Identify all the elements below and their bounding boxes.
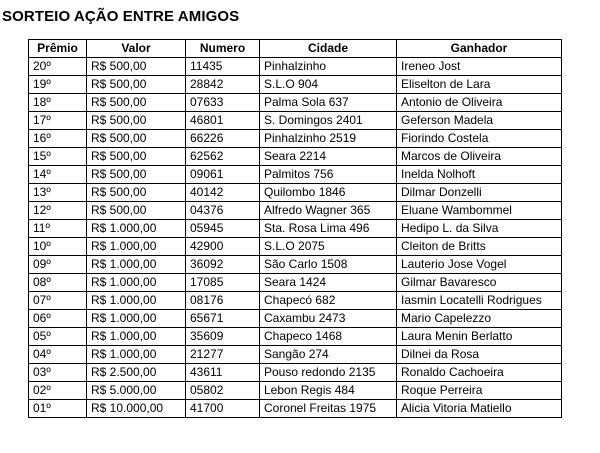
cell-numero: 41700	[186, 400, 260, 418]
cell-premio: 12º	[29, 202, 87, 220]
cell-premio: 20º	[29, 58, 87, 76]
cell-premio: 18º	[29, 94, 87, 112]
cell-premio: 10º	[29, 238, 87, 256]
cell-premio: 17º	[29, 112, 87, 130]
table-row	[29, 148, 562, 166]
cell-ganhador: Lauterio Jose Vogel	[397, 256, 562, 274]
table-row	[29, 310, 562, 328]
cell-ganhador: Geferson Madela	[397, 112, 562, 130]
cell-cidade: São Carlo 1508	[260, 256, 397, 274]
cell-valor: R$ 500,00	[87, 58, 186, 76]
cell-numero: 07633	[186, 94, 260, 112]
cell-numero: 40142	[186, 184, 260, 202]
cell-premio: 01º	[29, 400, 87, 418]
cell-ganhador: Dilnei da Rosa	[397, 346, 562, 364]
cell-cidade: Pinhalzinho 2519	[260, 130, 397, 148]
cell-premio: 02º	[29, 382, 87, 400]
table-row	[29, 94, 562, 112]
cell-numero: 28842	[186, 76, 260, 94]
cell-valor: R$ 1.000,00	[87, 310, 186, 328]
cell-numero: 21277	[186, 346, 260, 364]
cell-ganhador: Hedipo L. da Silva	[397, 220, 562, 238]
cell-ganhador: Eluane Wambommel	[397, 202, 562, 220]
table-body	[29, 58, 562, 418]
cell-numero: 09061	[186, 166, 260, 184]
header-premio: Prêmio	[29, 40, 87, 58]
cell-premio: 09º	[29, 256, 87, 274]
cell-ganhador: Ireneo Jost	[397, 58, 562, 76]
cell-valor: R$ 500,00	[87, 148, 186, 166]
cell-premio: 08º	[29, 274, 87, 292]
cell-cidade: Chapecó 682	[260, 292, 397, 310]
cell-cidade: Pouso redondo 2135	[260, 364, 397, 382]
cell-premio: 13º	[29, 184, 87, 202]
cell-cidade: Sta. Rosa Lima 496	[260, 220, 397, 238]
cell-premio: 05º	[29, 328, 87, 346]
cell-valor: R$ 1.000,00	[87, 292, 186, 310]
cell-ganhador: Roque Perreira	[397, 382, 562, 400]
table-row	[29, 202, 562, 220]
cell-numero: 43611	[186, 364, 260, 382]
cell-premio: 15º	[29, 148, 87, 166]
cell-ganhador: Cleiton de Britts	[397, 238, 562, 256]
cell-valor: R$ 500,00	[87, 202, 186, 220]
cell-cidade: Sangão 274	[260, 346, 397, 364]
cell-numero: 05802	[186, 382, 260, 400]
cell-ganhador: Antonio de Oliveira	[397, 94, 562, 112]
table-row	[29, 184, 562, 202]
header-numero: Numero	[186, 40, 260, 58]
cell-valor: R$ 10.000,00	[87, 400, 186, 418]
table-row	[29, 220, 562, 238]
cell-cidade: Chapeco 1468	[260, 328, 397, 346]
cell-premio: 06º	[29, 310, 87, 328]
table-row	[29, 274, 562, 292]
cell-numero: 66226	[186, 130, 260, 148]
table-row	[29, 292, 562, 310]
cell-cidade: Coronel Freitas 1975	[260, 400, 397, 418]
cell-valor: R$ 2.500,00	[87, 364, 186, 382]
cell-cidade: Palmitos 756	[260, 166, 397, 184]
cell-valor: R$ 1.000,00	[87, 220, 186, 238]
cell-ganhador: Dilmar Donzelli	[397, 184, 562, 202]
table-header-row	[29, 40, 562, 58]
cell-valor: R$ 1.000,00	[87, 346, 186, 364]
table-row	[29, 238, 562, 256]
cell-numero: 42900	[186, 238, 260, 256]
cell-cidade: Alfredo Wagner 365	[260, 202, 397, 220]
cell-ganhador: Fiorindo Costela	[397, 130, 562, 148]
cell-cidade: Caxambu 2473	[260, 310, 397, 328]
table-row	[29, 328, 562, 346]
cell-premio: 11º	[29, 220, 87, 238]
cell-numero: 04376	[186, 202, 260, 220]
table-row	[29, 166, 562, 184]
cell-cidade: Quilombo 1846	[260, 184, 397, 202]
table-row	[29, 364, 562, 382]
cell-ganhador: Laura Menin Berlatto	[397, 328, 562, 346]
cell-numero: 17085	[186, 274, 260, 292]
header-valor: Valor	[87, 40, 186, 58]
cell-numero: 46801	[186, 112, 260, 130]
cell-premio: 14º	[29, 166, 87, 184]
cell-cidade: S.L.O 2075	[260, 238, 397, 256]
cell-valor: R$ 1.000,00	[87, 256, 186, 274]
table-row	[29, 382, 562, 400]
cell-valor: R$ 500,00	[87, 76, 186, 94]
table-row	[29, 346, 562, 364]
cell-ganhador: Ronaldo Cachoeira	[397, 364, 562, 382]
page-title: SORTEIO AÇÃO ENTRE AMIGOS	[2, 8, 240, 25]
cell-premio: 07º	[29, 292, 87, 310]
table-row	[29, 76, 562, 94]
cell-ganhador: Alicia Vitoria Matiello	[397, 400, 562, 418]
cell-valor: R$ 500,00	[87, 184, 186, 202]
table-row	[29, 130, 562, 148]
cell-ganhador: Gilmar Bavaresco	[397, 274, 562, 292]
table-row	[29, 256, 562, 274]
cell-premio: 04º	[29, 346, 87, 364]
cell-valor: R$ 1.000,00	[87, 238, 186, 256]
table-row	[29, 400, 562, 418]
cell-cidade: S.L.O 904	[260, 76, 397, 94]
cell-ganhador: Iasmin Locatelli Rodrigues	[397, 292, 562, 310]
cell-valor: R$ 500,00	[87, 112, 186, 130]
cell-cidade: S. Domingos 2401	[260, 112, 397, 130]
header-ganhador: Ganhador	[397, 40, 562, 58]
cell-numero: 05945	[186, 220, 260, 238]
cell-numero: 08176	[186, 292, 260, 310]
cell-numero: 11435	[186, 58, 260, 76]
cell-numero: 35609	[186, 328, 260, 346]
cell-valor: R$ 1.000,00	[87, 274, 186, 292]
cell-cidade: Pinhalzinho	[260, 58, 397, 76]
cell-premio: 16º	[29, 130, 87, 148]
cell-premio: 19º	[29, 76, 87, 94]
cell-cidade: Seara 2214	[260, 148, 397, 166]
table-row	[29, 112, 562, 130]
results-table	[28, 39, 562, 418]
cell-numero: 62562	[186, 148, 260, 166]
cell-valor: R$ 500,00	[87, 130, 186, 148]
cell-valor: R$ 5.000,00	[87, 382, 186, 400]
cell-ganhador: Eliselton de Lara	[397, 76, 562, 94]
cell-cidade: Lebon Regis 484	[260, 382, 397, 400]
cell-numero: 36092	[186, 256, 260, 274]
cell-valor: R$ 500,00	[87, 94, 186, 112]
cell-valor: R$ 1.000,00	[87, 328, 186, 346]
cell-numero: 65671	[186, 310, 260, 328]
cell-cidade: Seara 1424	[260, 274, 397, 292]
table-row	[29, 58, 562, 76]
cell-ganhador: Mario Capelezzo	[397, 310, 562, 328]
cell-ganhador: Inelda Nolhoft	[397, 166, 562, 184]
cell-valor: R$ 500,00	[87, 166, 186, 184]
cell-cidade: Palma Sola 637	[260, 94, 397, 112]
header-cidade: Cidade	[260, 40, 397, 58]
cell-ganhador: Marcos de Oliveira	[397, 148, 562, 166]
cell-premio: 03º	[29, 364, 87, 382]
